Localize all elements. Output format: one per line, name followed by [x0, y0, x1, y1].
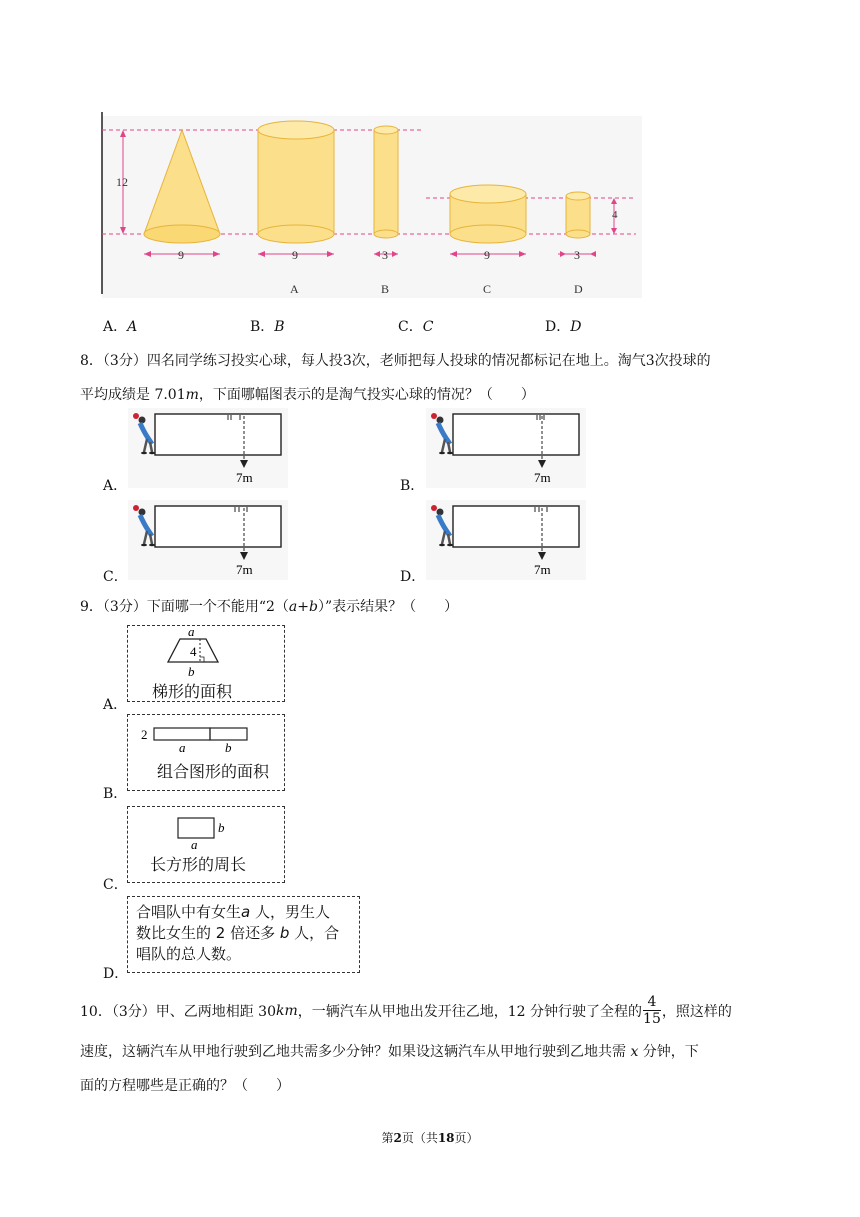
q9-rectangle [172, 814, 242, 852]
q9-stem: 9．（3分）下面哪一个不能用“2（a+b）”表示结果？（ ） [80, 599, 459, 615]
trapezoid-top-label: a [188, 626, 195, 639]
q7-option-c-value: C [422, 319, 434, 335]
d-solid-label: D [574, 282, 583, 296]
c-solid-label: C [483, 282, 492, 296]
height-12-label: 12 [116, 175, 128, 189]
height-4-label: 4 [612, 209, 618, 221]
q9-combined-rect [138, 722, 258, 754]
q7-option-a[interactable] [103, 316, 137, 336]
combined-rect-b-label: b [225, 740, 232, 754]
cylinder-c [450, 185, 526, 243]
combined-rect-height-label: 2 [141, 727, 148, 742]
q9-option-c[interactable]: C． [103, 877, 128, 893]
cylinder-b [374, 126, 398, 238]
q9-option-c-caption: 长方形的周长 [150, 855, 247, 874]
cylinder-a [258, 121, 334, 243]
q8-line2: 平均成绩是 7.01m，下面哪幅图表示的是淘气投实心球的情况？（ ） [80, 387, 535, 403]
q7-option-c[interactable] [398, 316, 433, 336]
q7-option-d-letter: D． [545, 319, 571, 335]
a-solid-label: A [290, 282, 299, 296]
q8-figure-c [128, 500, 288, 580]
q9-option-b[interactable]: B． [103, 786, 128, 802]
q7-option-c-letter: C． [398, 319, 423, 335]
q8-line1: 8．（3分）四名同学练习投实心球，每人投3次，老师把每人投球的情况都标记在地上。淘气3次投球的 [80, 353, 711, 369]
footer-page-number: 2 [393, 1131, 402, 1145]
footer-total-pages: 18 [437, 1131, 455, 1145]
b-base-label: 3 [382, 248, 388, 262]
q7-option-b[interactable] [250, 316, 285, 336]
q9-option-b-caption: 组合图形的面积 [157, 762, 270, 781]
d-base-label: 3 [574, 248, 580, 262]
q7-option-b-value: B [274, 319, 285, 335]
q8-option-b[interactable]: B． [400, 478, 425, 494]
q9-trapezoid [160, 626, 230, 678]
trapezoid-height-label: 4 [190, 644, 197, 659]
q8-option-c[interactable]: C． [103, 569, 128, 585]
q8-stem [80, 344, 780, 412]
page-footer: 第2页（共18页） [381, 1131, 479, 1145]
c-base-label: 9 [484, 248, 490, 262]
q8d-mark-label: 7m [534, 562, 551, 577]
q9-option-a[interactable]: A． [103, 697, 128, 713]
b-solid-label: B [381, 282, 390, 296]
trapezoid-bottom-label: b [188, 664, 195, 678]
cone-base-label: 9 [178, 248, 184, 262]
q10-fraction: 4 15 [643, 994, 661, 1027]
q8-figure-b [426, 408, 586, 488]
q8-figure-d [426, 500, 586, 580]
a-base-label: 9 [292, 248, 298, 262]
q9-option-d[interactable]: D． [103, 966, 129, 982]
q7-option-a-value: A [127, 319, 138, 335]
q9-option-d-text: 合唱队中有女生a 人，男生人 数比女生的 2 倍还多 b 人，合 唱队的总人数。 [136, 903, 340, 963]
q8-figure-a [128, 408, 288, 488]
q8-option-a[interactable]: A． [103, 478, 128, 494]
q8b-mark-label: 7m [534, 470, 551, 485]
q10-line3: 面的方程哪些是正确的？（ ） [80, 1078, 290, 1094]
q7-option-d[interactable] [545, 316, 581, 336]
cylinder-d [566, 192, 590, 238]
q10-line1: 10．（3分）甲、乙两地相距 30 km ，一辆汽车从甲地出发开往乙地，12 分钟行驶了全程的 4 15 ，照这样的 [80, 994, 732, 1027]
q8c-mark-label: 7m [236, 562, 253, 577]
q8a-mark-label: 7m [236, 470, 253, 485]
q9-option-a-caption: 梯形的面积 [152, 682, 233, 701]
q10-stem [80, 991, 780, 1103]
combined-rect-a-label: a [179, 740, 186, 754]
q7-option-b-letter: B． [250, 319, 275, 335]
q7-option-a-letter: A． [103, 319, 128, 335]
solids-figure [96, 110, 646, 300]
rectangle-b-label: b [218, 820, 225, 835]
rectangle-a-label: a [191, 837, 198, 852]
q7-option-d-value: D [570, 319, 582, 335]
q8-option-d[interactable]: D． [400, 569, 426, 585]
q10-line2: 速度，这辆汽车从甲地行驶到乙地共需多少分钟？如果设这辆汽车从甲地行驶到乙地共需 x 分钟，下 [80, 1044, 699, 1060]
